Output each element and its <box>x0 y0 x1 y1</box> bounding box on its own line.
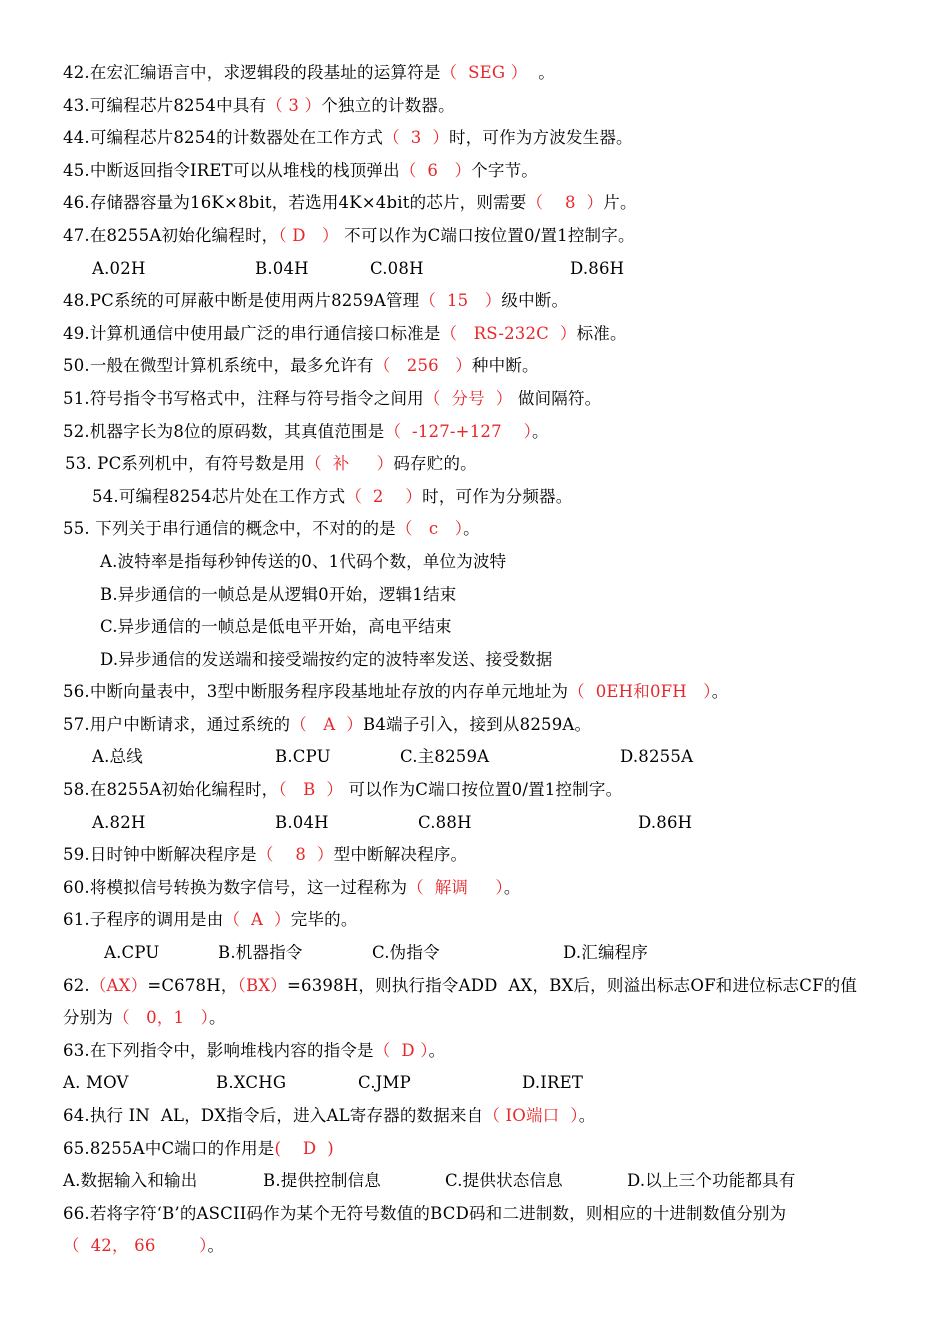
text-line <box>0 416 950 449</box>
answer-text: （BX） <box>237 975 287 995</box>
text-line <box>0 839 950 872</box>
choice-option: B.CPU <box>275 747 331 767</box>
choice-option: A.数据输入和输出 <box>63 1171 198 1191</box>
text-line <box>0 774 950 807</box>
question-text: 63.在下列指令中，影响堆栈内容的指令是 <box>63 1040 374 1060</box>
choice-option: C.88H <box>418 812 472 832</box>
answer-text: （ 解调 ） <box>407 877 504 897</box>
text-line <box>0 546 950 579</box>
question-text: 66.若将字符‘B’的ASCII码作为某个无符号数值的BCD码和二进制数，则相应的十进制数值分别为 <box>63 1203 787 1223</box>
question-text: =C678H， <box>147 975 238 995</box>
text-line <box>0 155 950 188</box>
text-line <box>0 937 950 970</box>
choice-option: C.主8259A <box>400 747 490 767</box>
question-text: 42.在宏汇编语言中，求逻辑段的段基址的运算符是 <box>63 63 441 82</box>
question-text: 。 <box>209 1008 226 1028</box>
question-text: 59.日时钟中断解决程序是 <box>63 845 257 865</box>
question-text: 种中断。 <box>471 356 539 376</box>
question-text: 可以作为C端口按位置0/置1控制字。 <box>343 780 623 800</box>
answer-text: （ 0EH和0FH ） <box>568 682 712 702</box>
choice-option: D.汇编程序 <box>563 943 649 963</box>
answer-text: （ A ） <box>290 714 363 734</box>
question-text: 43.可编程芯片8254中具有 <box>63 95 267 115</box>
question-text: 级中断。 <box>501 291 569 311</box>
text-line <box>0 676 950 709</box>
question-text: B4端子引入，接到从8259A。 <box>363 714 592 734</box>
text-line <box>0 644 950 677</box>
question-text: 片。 <box>603 193 637 213</box>
choice-option: B.机器指令 <box>218 943 303 963</box>
question-text: 65.8255A中C端口的作用是 <box>63 1138 275 1158</box>
question-text: 48.PC系统的可屏蔽中断是使用两片8259A管理 <box>63 291 420 311</box>
answer-text: （ D ） <box>278 225 339 245</box>
text-line <box>0 285 950 318</box>
question-text: 做间隔符。 <box>512 388 602 408</box>
text-line <box>0 1133 950 1166</box>
question-text: 45.中断返回指令IRET可以从堆栈的栈顶弹出 <box>63 160 400 180</box>
question-text: 。 <box>578 1106 596 1125</box>
question-text: 。 <box>711 682 729 702</box>
answer-text: （ 6 ） <box>399 160 472 180</box>
answer-text: （ IO端口 ） <box>483 1106 579 1125</box>
question-text: 。 <box>463 519 480 539</box>
choice-option: C.08H <box>370 258 424 278</box>
choice-option: B.XCHG <box>216 1073 287 1093</box>
choice-option: B.04H <box>275 812 329 832</box>
choice-option: C.伪指令 <box>372 943 440 963</box>
question-text: 。 <box>527 63 556 82</box>
answer-text: （ 分号 ） <box>423 388 513 408</box>
choice-option: B.提供控制信息 <box>263 1171 381 1191</box>
text-line <box>0 220 950 253</box>
question-text: 61.子程序的调用是由 <box>63 910 224 930</box>
question-text: 53. PC系列机中，有符号数是用 <box>65 454 306 474</box>
question-text: =6398H，则执行指令ADD AX，BX后，则溢出标志OF和进位标志CF的值 <box>286 975 858 995</box>
choice-option: A.02H <box>92 258 146 278</box>
answer-text: （ -127-+127 ） <box>384 421 533 441</box>
answer-text: （ 15 ） <box>419 291 502 311</box>
answer-text: （ 0，1 ） <box>113 1008 210 1028</box>
question-text: 个字节。 <box>471 160 538 180</box>
question-text: 54.可编程8254芯片处在工作方式 <box>92 486 346 506</box>
question-text: D.异步通信的发送端和接受端按约定的波特率发送、接受数据 <box>100 649 553 669</box>
choice-option: D.IRET <box>522 1073 584 1093</box>
document-page <box>0 57 950 1263</box>
text-line <box>0 807 950 840</box>
text-line <box>0 970 950 1003</box>
answer-text: （ D ） <box>373 1040 429 1060</box>
question-text: 不可以作为C端口按位置0/置1控制字。 <box>338 225 635 245</box>
answer-text: ( D ) <box>274 1138 334 1158</box>
question-text: 50.一般在微型计算机系统中，最多允许有 <box>63 356 374 376</box>
text-line <box>0 1230 950 1263</box>
text-line <box>0 1067 950 1100</box>
text-line <box>0 611 950 644</box>
choice-option: D.86H <box>638 812 693 832</box>
text-line <box>0 1100 950 1133</box>
question-text: 。 <box>428 1040 446 1060</box>
question-text: C.异步通信的一帧总是低电平开始，高电平结束 <box>100 617 452 637</box>
question-text: 。 <box>503 877 521 897</box>
question-text: 46.存储器容量为16K×8bit，若选用4K×4bit的芯片，则需要 <box>63 193 527 213</box>
answer-text: （ c ） <box>395 519 464 539</box>
text-line <box>0 741 950 774</box>
question-text: 47.在8255A初始化编程时， <box>63 225 279 245</box>
choice-option: C.JMP <box>358 1073 411 1093</box>
question-text: 型中断解决程序。 <box>333 845 468 865</box>
question-text: 分别为 <box>63 1008 114 1028</box>
answer-text: （ 8 ） <box>526 193 604 213</box>
question-text: 时，可作为方波发生器。 <box>449 128 633 148</box>
text-line <box>0 448 950 481</box>
question-text: 60.将模拟信号转换为数字信号，这一过程称为 <box>63 877 408 897</box>
choice-option: A. MOV <box>63 1073 129 1093</box>
question-text: 51.符号指令书写格式中，注释与符号指令之间用 <box>63 388 424 408</box>
choice-option: D.86H <box>570 258 625 278</box>
question-text: A.波特率是指每秒钟传送的0、1代码个数，单位为波特 <box>100 551 507 571</box>
text-line <box>0 253 950 286</box>
answer-text: （ B ） <box>278 780 344 800</box>
question-text: 标准。 <box>576 323 627 343</box>
text-line <box>0 318 950 351</box>
text-line <box>0 709 950 742</box>
question-text: 56.中断向量表中，3型中断服务程序段基地址存放的内存单元地址为 <box>63 682 569 702</box>
question-text: 58.在8255A初始化编程时， <box>63 780 279 800</box>
text-line <box>0 187 950 220</box>
choice-option: C.提供状态信息 <box>445 1171 563 1191</box>
text-line <box>0 579 950 612</box>
choice-option: A.总线 <box>92 747 143 767</box>
answer-text: （ 8 ） <box>256 845 334 865</box>
text-line <box>0 904 950 937</box>
answer-text: （ 42， 66 ） <box>63 1236 208 1256</box>
question-text: 49.计算机通信中使用最广泛的串行通信接口标准是 <box>63 323 441 343</box>
question-text: 64.执行 IN AL，DX指令后，进入AL寄存器的数据来自 <box>63 1106 484 1125</box>
question-text: 完毕的。 <box>290 910 358 930</box>
answer-text: （AX） <box>89 975 148 995</box>
question-text: 44.可编程芯片8254的计数器处在工作方式 <box>63 128 384 148</box>
choice-option: A.CPU <box>104 943 160 963</box>
text-line <box>0 872 950 905</box>
answer-text: （ SEG ） <box>440 63 528 82</box>
choice-option: D.8255A <box>620 747 694 767</box>
answer-text: （ 3 ） <box>266 95 322 115</box>
answer-text: （ A ） <box>223 910 291 930</box>
answer-text: （ 256 ） <box>373 356 472 376</box>
text-line <box>0 350 950 383</box>
choice-option: D.以上三个功能都具有 <box>627 1171 796 1191</box>
text-line <box>0 481 950 514</box>
answer-text: （ 补 ） <box>305 454 394 474</box>
question-text: 。 <box>207 1236 225 1256</box>
answer-text: （ 2 ） <box>345 486 423 506</box>
choice-option: B.04H <box>255 258 309 278</box>
text-line <box>0 1165 950 1198</box>
text-line <box>0 383 950 416</box>
choice-option: A.82H <box>92 812 146 832</box>
text-line <box>0 513 950 546</box>
question-text: B.异步通信的一帧总是从逻辑0开始，逻辑1结束 <box>100 584 457 604</box>
question-text: 。 <box>532 421 549 441</box>
text-line <box>0 122 950 155</box>
question-text: 55. 下列关于串行通信的概念中，不对的的是 <box>63 519 396 539</box>
question-text: 52.机器字长为8位的原码数，其真值范围是 <box>63 421 385 441</box>
question-text: 码存贮的。 <box>393 454 477 474</box>
text-line <box>0 90 950 123</box>
question-text: 57.用户中断请求，通过系统的 <box>63 714 291 734</box>
question-text: 时，可作为分频器。 <box>422 486 573 506</box>
text-line <box>0 1198 950 1231</box>
answer-text: （ 3 ） <box>383 128 450 148</box>
question-number: 62. <box>63 975 90 995</box>
answer-text: （ RS-232C ） <box>440 323 577 343</box>
text-line <box>0 1002 950 1035</box>
text-line <box>0 57 950 90</box>
question-text: 个独立的计数器。 <box>321 95 455 115</box>
text-line <box>0 1035 950 1068</box>
